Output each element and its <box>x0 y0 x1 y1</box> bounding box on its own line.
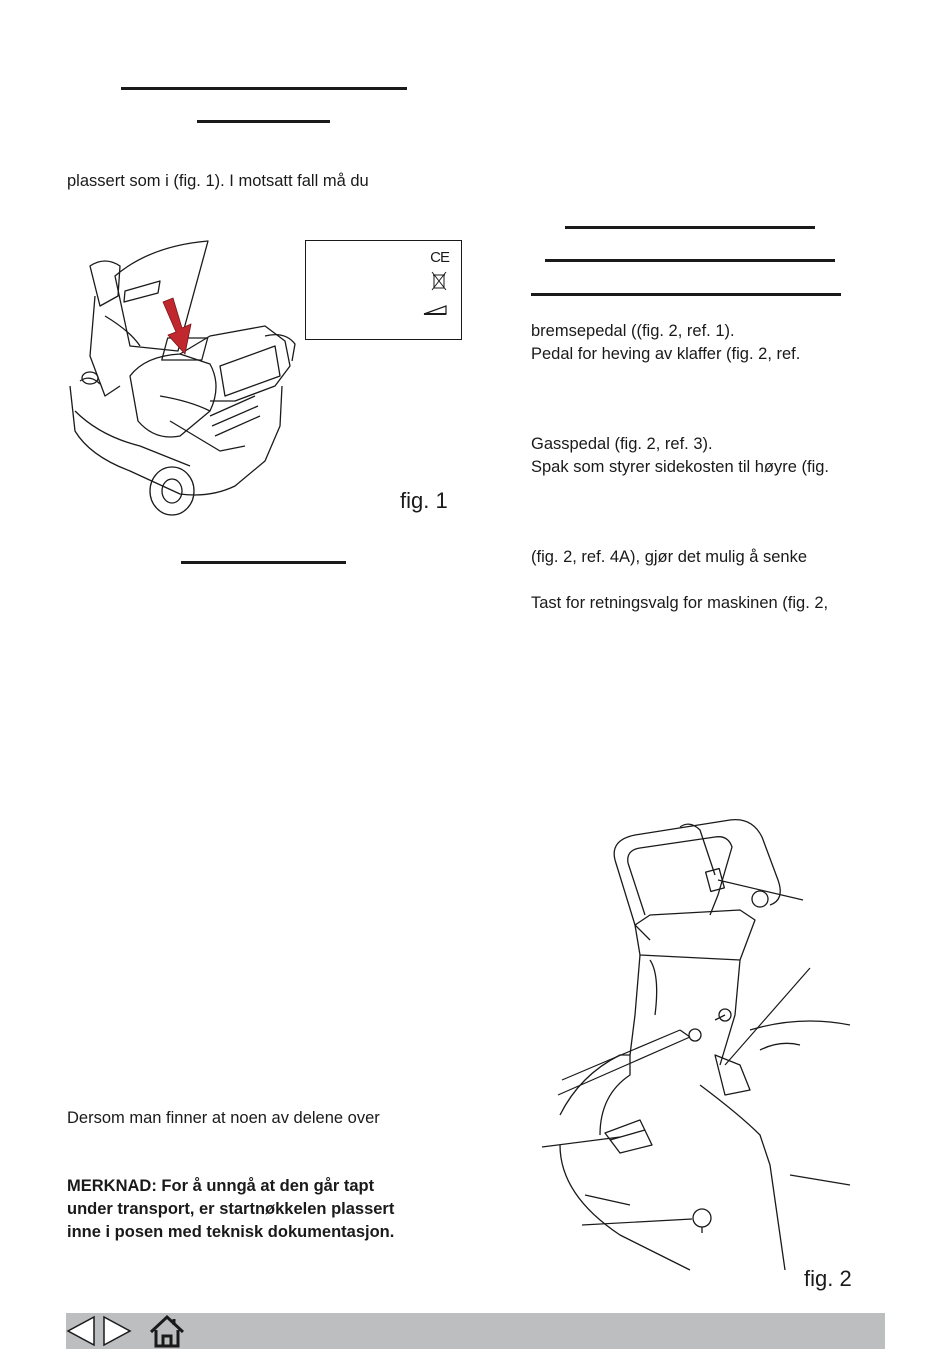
side-brush-lever-line: Spak som styrer sidekosten til høyre (fig. <box>531 458 830 476</box>
ce-mark-icon: CE <box>430 249 449 266</box>
direction-key-line: Tast for retningsvalg for maskinen (fig. 2, <box>531 594 829 612</box>
lower-line: (fig. 2, ref. 4A), gjør det mulig å senke <box>531 548 808 566</box>
machine-illustration-fig1 <box>60 236 300 521</box>
arrow-icon <box>163 298 191 354</box>
note-line-2: under transport, er startnøkkelen plassert <box>67 1200 395 1218</box>
heading-rule-5 <box>545 259 835 262</box>
triangle-icon <box>423 305 447 315</box>
next-page-icon[interactable] <box>102 1313 132 1349</box>
heading-rule-4 <box>565 226 815 229</box>
brake-pedal-line: bremsepedal ((fig. 2, ref. 1). <box>531 322 735 340</box>
parts-paragraph: Dersom man finner at noen av delene over <box>67 1109 380 1127</box>
heading-rule-3 <box>181 561 346 564</box>
heading-rule-2 <box>197 120 330 123</box>
heading-rule-6 <box>531 293 841 296</box>
previous-page-icon[interactable] <box>66 1313 96 1349</box>
machine-illustration-fig2 <box>540 815 860 1275</box>
label-plate-box <box>305 240 462 340</box>
fig1-label: fig. 1 <box>400 488 448 513</box>
heading-rule-1 <box>121 87 407 90</box>
fig2-label: fig. 2 <box>804 1266 852 1291</box>
flap-pedal-line: Pedal for heving av klaffer (fig. 2, ref. <box>531 345 801 363</box>
home-icon[interactable] <box>148 1313 186 1349</box>
note-line-1: MERKNAD: For å unngå at den går tapt <box>67 1177 375 1195</box>
crossed-bin-icon <box>431 271 447 291</box>
intro-text: plassert som i (fig. 1). I motsatt fall må du <box>67 172 369 190</box>
note-line-3: inne i posen med teknisk dokumentasjon. <box>67 1223 395 1241</box>
gas-pedal-line: Gasspedal (fig. 2, ref. 3). <box>531 435 713 453</box>
footer-bar <box>66 1313 885 1349</box>
